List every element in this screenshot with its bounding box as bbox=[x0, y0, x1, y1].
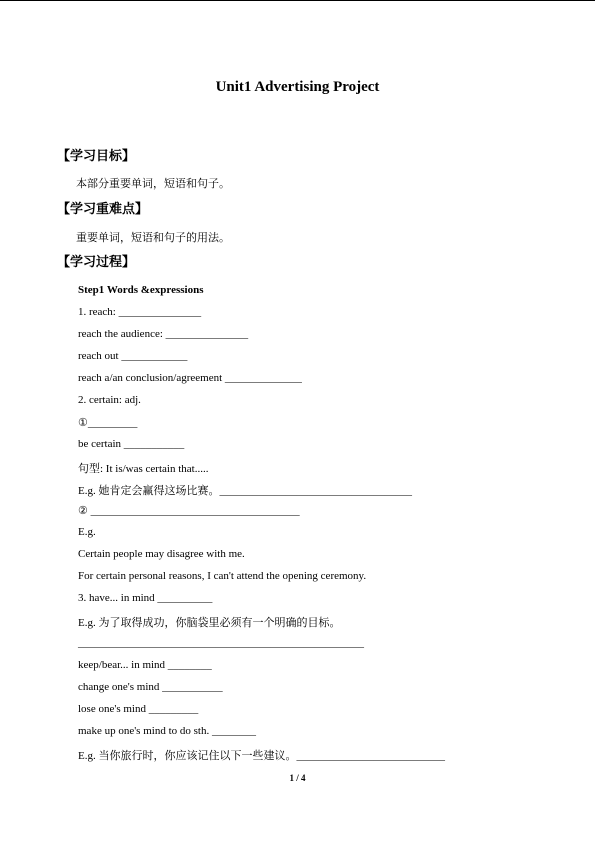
example-sentence: For certain personal reasons, I can't attend the opening ceremony. bbox=[78, 570, 367, 582]
top-rule bbox=[0, 0, 595, 1]
exercise-line: reach the audience: _______________ bbox=[78, 328, 249, 340]
example-line: E.g. 当你旅行时，你应该记住以下一些建议。___________________________ bbox=[78, 750, 445, 762]
section-heading-goals: 【学习目标】 bbox=[57, 149, 136, 164]
step-heading: Step1 Words &expressions bbox=[78, 284, 204, 296]
sentence-pattern-line: 句型: It is/was certain that..... bbox=[78, 463, 209, 475]
key-points-text: 重要单词，短语和句子的用法。 bbox=[76, 231, 230, 244]
exercise-line: change one's mind ___________ bbox=[78, 681, 223, 693]
exercise-line: make up one's mind to do sth. ________ bbox=[78, 725, 256, 737]
exercise-line: lose one's mind _________ bbox=[78, 703, 199, 715]
exercise-line: keep/bear... in mind ________ bbox=[78, 659, 212, 671]
exercise-line: reach out ____________ bbox=[78, 350, 188, 362]
exercise-line: 3. have... in mind __________ bbox=[78, 592, 213, 604]
goals-text: 本部分重要单词，短语和句子。 bbox=[76, 177, 230, 190]
exercise-line: be certain ___________ bbox=[78, 438, 185, 450]
section-heading-process: 【学习过程】 bbox=[57, 255, 136, 270]
exercise-line: ①_________ bbox=[78, 417, 138, 429]
example-label: E.g. bbox=[78, 526, 96, 538]
example-sentence: Certain people may disagree with me. bbox=[78, 548, 245, 560]
answer-blank-line: ____________________________________________________ bbox=[78, 637, 364, 649]
exercise-line: ② ______________________________________ bbox=[78, 505, 300, 517]
example-line: E.g. 为了取得成功，你脑袋里必须有一个明确的目标。 bbox=[78, 617, 341, 629]
page-title: Unit1 Advertising Project bbox=[215, 79, 380, 95]
exercise-line: 2. certain: adj. bbox=[78, 394, 141, 406]
page-number: 1 / 4 bbox=[289, 773, 306, 783]
exercise-line: 1. reach: _______________ bbox=[78, 306, 202, 318]
example-line: E.g. 她肯定会赢得这场比赛。___________________________________ bbox=[78, 485, 412, 497]
section-heading-key-points: 【学习重难点】 bbox=[57, 202, 149, 217]
exercise-line: reach a/an conclusion/agreement ______________ bbox=[78, 372, 302, 384]
